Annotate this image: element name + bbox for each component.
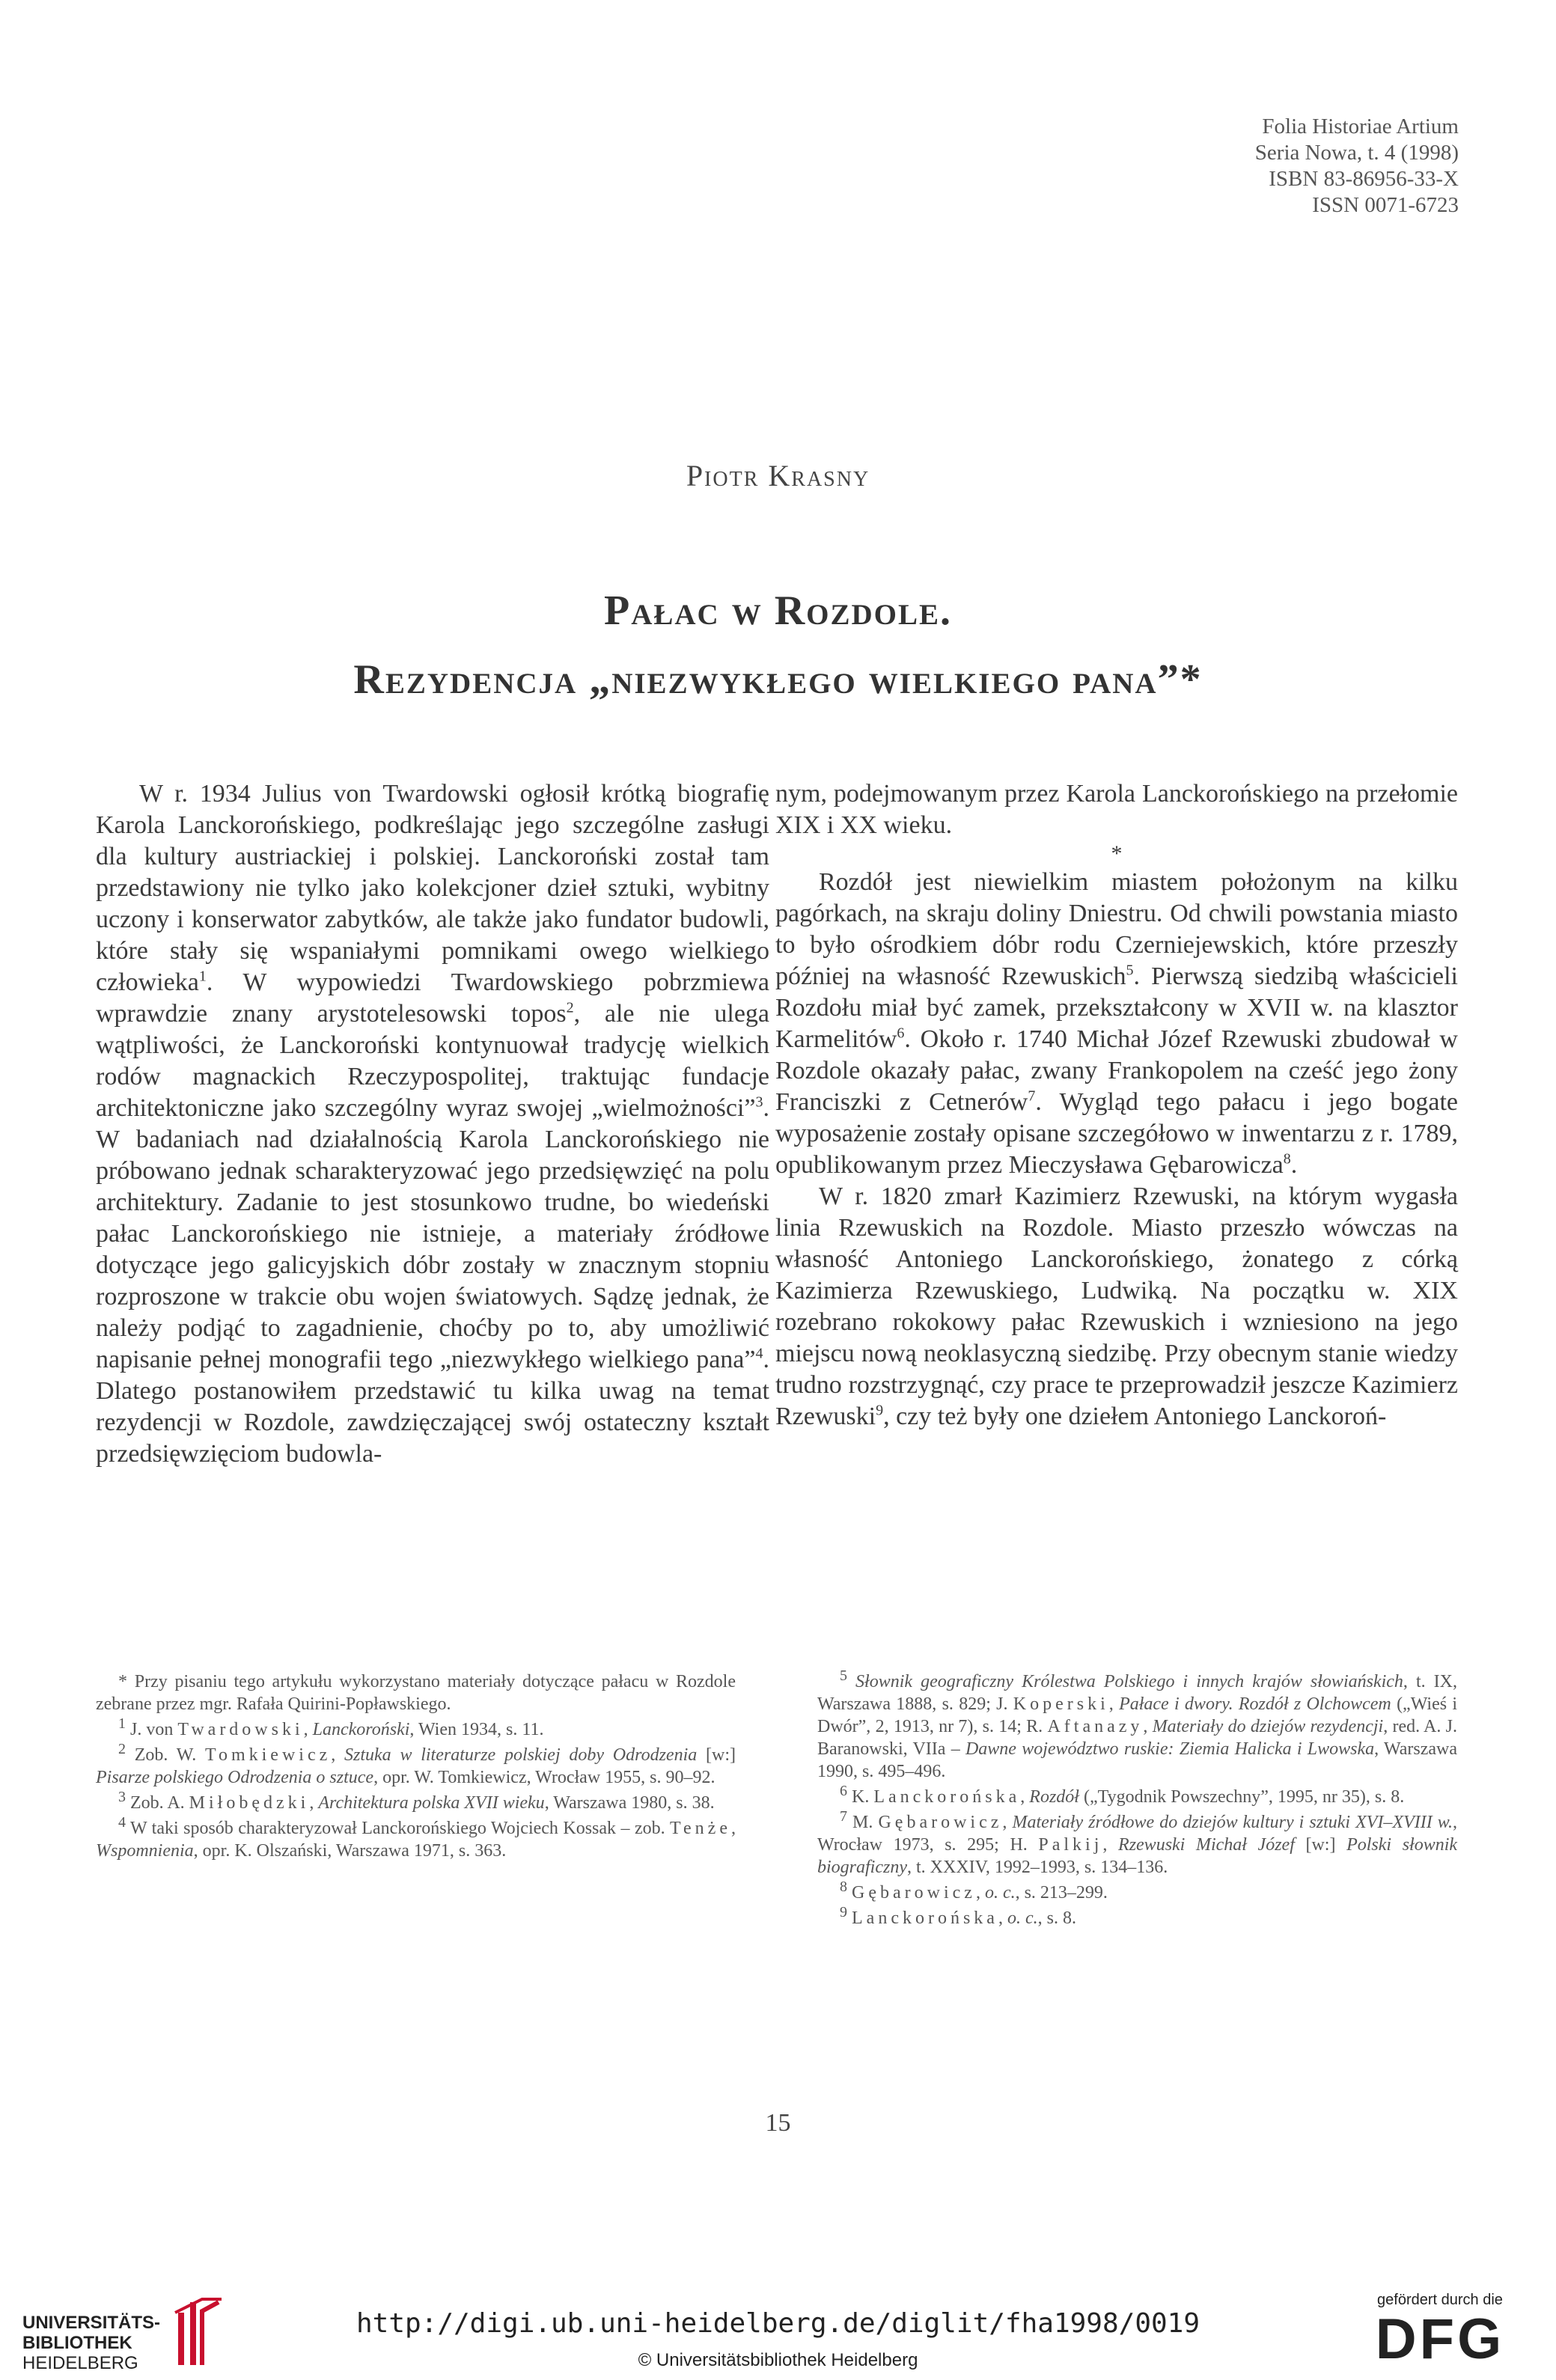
library-name: UNIVERSITÄTS- BIBLIOTHEK HEIDELBERG (22, 2313, 161, 2373)
digitization-footer (0, 2275, 1556, 2380)
footnote-ref[interactable]: 3 (755, 1093, 763, 1111)
footnote-ref[interactable]: 7 (1028, 1087, 1036, 1105)
footnote-5: $^5$ Słownik geograficzny Królestwa Polskiego i innych krajów słowiańskich, t. IX, Warszawa 1888, s. 829; J. Koperski, Pałace i dwory. Rozdół z Olchowcem („Wieś i Dwór”, 2, 1913, nr 7), s. 14; R. Aftanazy, Materiały do dziejów rezydencji, red. A. J. Baranowski, VIIa – Dawne województwo ruskie: Ziemia Halicka i Lwowska, Warszawa 1990, s. 495–496. (817, 1667, 1458, 1781)
article-author: Piotr Krasny (686, 459, 870, 492)
copyright-notice: © Universitätsbibliothek Heidelberg (638, 2350, 918, 2370)
dfg-logo-text: DFG (1375, 2307, 1505, 2371)
journal-isbn: ISBN 83-86956-33-X (1269, 167, 1459, 191)
footnote-1: $^1$ J. von Twardowski, Lanckoroński, Wien 1934, s. 11. (118, 1715, 544, 1739)
title-line-2: Rezydencja „niezwykłego wielkiego pana”* (353, 656, 1203, 703)
body-paragraph: Rozdół jest niewielkim miastem położonym na kilku pagórkach, na skraju doliny Dniestru. Od chwili powstania miasto to było ośrodkiem dóbr rodu Czerniejewskich, które przeszły później na własność Rzewuskich$^5$. Pierwszą siedzibą właścicieli Rozdołu miał być zamek, przekształcony w XVII w. na klasztor Karmelitów$^6$. Około r. 1740 Michał Józef Rzewuski zbudował w Rozdole okazały pałac, zwany Frankopolem na cześć jego żony Franciszki z Cetnerów$^7$. Wygląd tego pałacu i jego bogate wyposażenie zostały opisane szczegółowo w inwentarzu z r. 1789, opublikowanym przez Mieczysława Gębarowicza$^8$. (775, 868, 1458, 1179)
footnote-ref[interactable]: 9 (876, 1402, 884, 1419)
footnote-ref[interactable]: 2 (566, 999, 574, 1016)
funder-note: gefördert durch die (1377, 2292, 1503, 2308)
body-paragraph: W r. 1934 Julius von Twardowski ogłosił krótką biografię Karola Lanckorońskiego, podkreślając jego szczególne zasługi dla kultury austriackiej i polskiej. Lanckoroński został tam przedstawiony nie tylko jako kolekcjoner dzieł sztuki, wybitny uczony i konserwator zabytków, ale także jako fundator budowli, które stały się wspaniałymi pomnikami owego wielkiego człowieka$^1$. W wypowiedzi Twardowskiego pobrzmiewa wprawdzie znany arystotelesowski topos$^2$, ale nie ulega wątpliwości, że Lanckoroński kontynuował tradycję wielkich rodów magnackich Rzeczypospolitej, traktując fundacje architektoniczne jako szczególny wyraz swojej „wielmożności”$^3$. W badaniach nad działalnością Karola Lanckorońskiego nie próbowano jednak scharakteryzować jego przedsięwzięć na polu architektury. Zadanie to jest stosunkowo trudne, bo wiedeński pałac Lanckorońskiego nie istnieje, a materiały źródłowe dotyczące jego galicyjskich dóbr zostały w znacznym stopniu rozproszone w trakcie obu wojen światowych. Sądzę jednak, że należy podjąć to zagadnienie, choćby po to, aby umożliwić napisanie pełnej monografii tego „niezwykłego wielkiego pana”$^4$. Dlatego postanowiłem przedstawić tu kilka uwag na temat rezydencji w Rozdole, zawdzięczającej swój ostateczny kształt przedsięwzięciom budowla- (96, 780, 769, 1468)
funder-logo[interactable] (1354, 2292, 1526, 2370)
footnote-ref[interactable]: 8 (1283, 1150, 1291, 1168)
body-column-right (775, 778, 1458, 1432)
title-line-1: Pałac w Rozdole. (603, 588, 953, 634)
footnote-2: $^2$ Zob. W. Tomkiewicz, Sztuka w literaturze polskiej doby Odrodzenia [w:] Pisarze polskiego Odrodzenia o sztuce, opr. W. Tomkiewicz, Wrocław 1955, s. 90–92. (96, 1741, 736, 1787)
journal-name: Folia Historiae Artium (1262, 115, 1459, 138)
footnote-ref[interactable]: 6 (897, 1025, 905, 1042)
footnote-ref[interactable]: 1 (198, 968, 207, 985)
section-separator: * (1111, 841, 1123, 866)
journal-issn: ISSN 0071-6723 (1312, 193, 1459, 217)
article-title (0, 576, 1556, 714)
body-paragraph: nym, podejmowanym przez Karola Lanckorońskiego na przełomie XIX i XX wieku. (775, 780, 1458, 839)
footnotes-left (96, 1670, 736, 1865)
footnote-ref[interactable]: 4 (755, 1345, 763, 1362)
footnote-ref[interactable]: 5 (1126, 962, 1134, 979)
footnote-6: $^6$ K. Lanckorońska, Rozdół („Tygodnik Powszechny”, 1995, nr 35), s. 8. (840, 1783, 1405, 1807)
footnotes-right (817, 1667, 1458, 1932)
body-paragraph: W r. 1820 zmarł Kazimierz Rzewuski, na którym wygasła linia Rzewuskich na Rozdole. Miasto przeszło wówczas na własność Antoniego Lanckorońskiego, żonatego z córką Kazimierza Rzewuskiego, Ludwiką. Na początku w. XIX rozebrano rokokowy pałac Rzewuskich i wzniesiono na jego miejscu nową neoklasyczną siedzibę. Przy obecnym stanie wiedzy trudno rozstrzygnąć, czy prace te przeprowadził jeszcze Kazimierz Rzewuski$^9$, czy też były one dziełem Antoniego Lanckoroń- (775, 1183, 1458, 1430)
journal-series: Seria Nowa, t. 4 (1998) (1254, 141, 1459, 165)
page-number: 15 (765, 2109, 791, 2137)
footnote-star: * Przy pisaniu tego artykułu wykorzystano materiały dotyczące pałacu w Rozdole zebrane przez mgr. Rafała Quirini-Popławskiego. (96, 1672, 736, 1714)
footnote-3: $^3$ Zob. A. Miłobędzki, Architektura polska XVII wieku, Warszawa 1980, s. 38. (118, 1789, 715, 1813)
footnote-7: $^7$ M. Gębarowicz, Materiały źródłowe do dziejów kultury i sztuki XVI–XVIII w., Wrocław 1973, s. 295; H. Palkij, Rzewuski Michał Józef [w:] Polski słownik biograficzny, t. XXXIV, 1992–1993, s. 134–136. (817, 1808, 1458, 1877)
body-column-left (96, 778, 769, 1470)
journal-masthead (1255, 114, 1459, 219)
document-url-link[interactable]: http://digi.ub.uni-heidelberg.de/diglit/fha1998/0019 (356, 2308, 1200, 2339)
footnote-8: $^8$ Gębarowicz, o. c., s. 213–299. (840, 1879, 1108, 1903)
footnote-9: $^9$ Lanckorońska, o. c., s. 8. (840, 1904, 1076, 1928)
footnote-4: $^4$ W taki sposób charakteryzował Lanckorońskiego Wojciech Kossak – zob. Tenże, Wspomnienia, opr. K. Olszański, Warszawa 1971, s. 363. (96, 1814, 736, 1861)
